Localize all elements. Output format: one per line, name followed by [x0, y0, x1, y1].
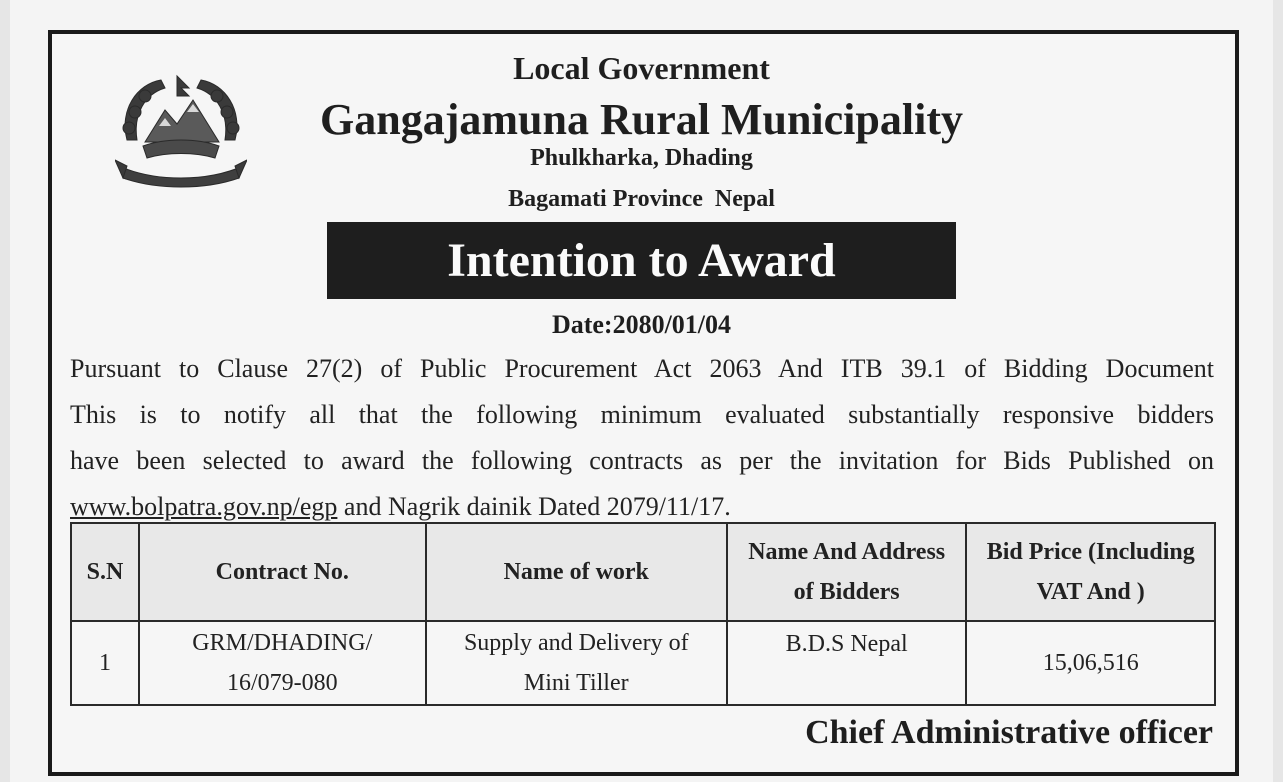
table-row	[71, 621, 1215, 705]
header-price-line-1: Bid Price (Including	[986, 539, 1195, 565]
cell-work-line-1: Supply and Delivery of	[463, 630, 689, 656]
cell-work	[426, 621, 727, 705]
body-line-1: Pursuant to Clause 27(2) of Public Procurement Act 2063 And ITB 39.1 of Bidding Document	[70, 354, 1214, 383]
header-sn: S.N	[71, 523, 139, 621]
signature-title: Chief Administrative officer	[805, 714, 1213, 751]
address-line-2: Bagamati Province Nepal	[508, 186, 775, 212]
header-bidder-line-1: Name And Address	[748, 539, 946, 565]
notice-date: Date:2080/01/04	[551, 310, 732, 339]
header-price	[966, 523, 1215, 621]
address-line-1: Phulkharka, Dhading	[530, 145, 753, 171]
cell-contract-line-2: 16/079-080	[226, 670, 338, 696]
header-price-line-2: VAT And )	[1036, 579, 1145, 605]
notice-title-banner: Intention to Award	[327, 222, 956, 299]
cell-bidder: B.D.S Nepal	[727, 621, 967, 705]
municipality-title: Gangajamuna Rural Municipality	[320, 95, 963, 144]
body-line-3: have been selected to award the following contracts as per the invitation for Bids Published on	[70, 446, 1214, 475]
header-bidder	[727, 523, 967, 621]
notice-body	[70, 346, 1214, 530]
cell-sn: 1	[71, 621, 139, 705]
header-work: Name of work	[426, 523, 727, 621]
award-table	[70, 522, 1216, 706]
header-bidder-line-2: of Bidders	[793, 579, 900, 605]
cell-contract	[139, 621, 426, 705]
cell-contract-line-1: GRM/DHADING/	[192, 630, 373, 656]
cell-price: 15,06,516	[966, 621, 1215, 705]
body-line-2: This is to notify all that the following minimum evaluated substantially responsive bidders	[70, 400, 1214, 429]
header-government: Local Government	[513, 50, 770, 86]
header-contract: Contract No.	[139, 523, 426, 621]
cell-work-line-2: Mini Tiller	[523, 670, 629, 696]
bolpatra-link[interactable]: www.bolpatra.gov.np/egp	[70, 492, 338, 521]
table-header-row	[71, 523, 1215, 621]
body-line-4-rest: and Nagrik dainik Dated 2079/11/17.	[337, 492, 731, 521]
